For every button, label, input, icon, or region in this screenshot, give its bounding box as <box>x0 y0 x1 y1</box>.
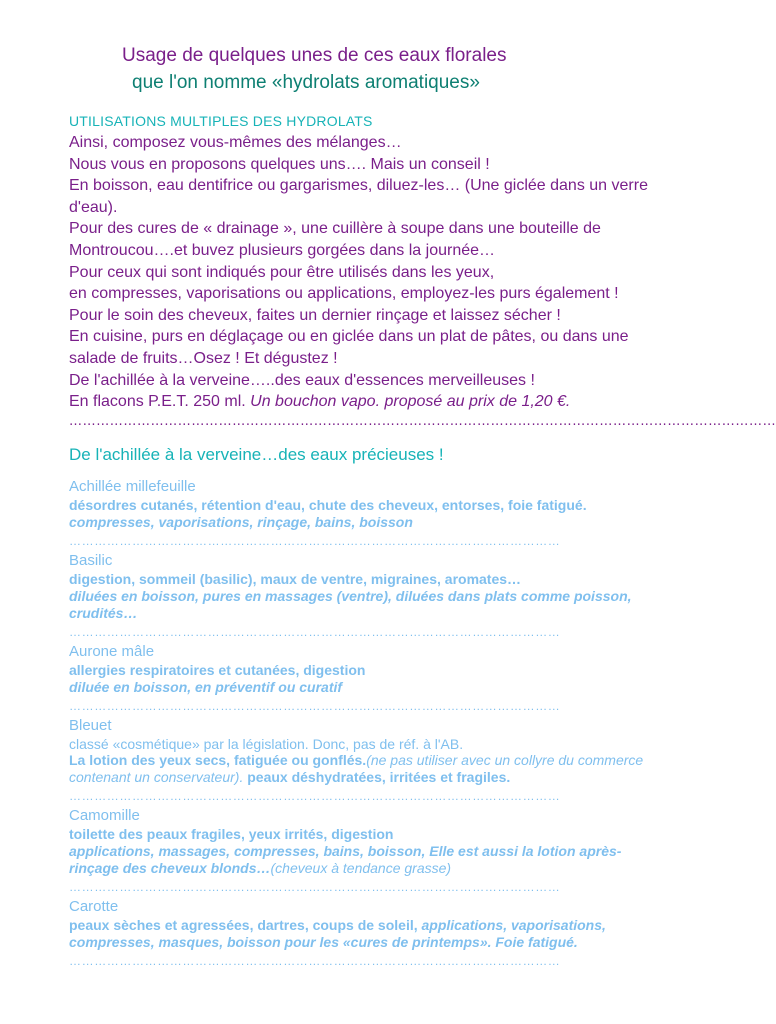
entry-usage: diluée en boisson, en préventif ou curatif <box>69 679 343 695</box>
section-title: De l'achillée à la verveine…des eaux précieuses ! <box>69 445 444 464</box>
separator-dots: ………………………………………………………………………………………………………………………………………… <box>69 414 776 429</box>
intro-paragraphs <box>69 132 679 413</box>
intro-line: en compresses, vaporisations ou applications, employez-les purs également ! <box>69 285 619 303</box>
entry-name: Aurone mâle <box>69 643 155 660</box>
separator-dots: ……………………………………………………………………………………………………… <box>69 789 561 803</box>
intro-line: En boisson, eau dentifrice ou gargarismes, diluez-les… (Une giclée dans un verre d'eau). <box>69 177 648 216</box>
intro-line: Ainsi, composez vous-mêmes des mélanges… <box>69 134 402 151</box>
list-item-bleuet <box>69 716 669 806</box>
entry-name: Basilic <box>69 552 113 569</box>
uses-heading: UTILISATIONS MULTIPLES DES HYDROLATS <box>69 113 373 129</box>
entry-indications: allergies respiratoires et cutanées, digestion <box>69 662 366 678</box>
entry-name: Bleuet <box>69 717 112 734</box>
entry-lotion: La lotion des yeux secs, fatiguée ou gonflés. <box>69 752 367 768</box>
entry-usage: compresses, vaporisations, rinçage, bains, boisson <box>69 514 413 530</box>
separator-dots: ……………………………………………………………………………………………………… <box>69 534 561 548</box>
flacons-offer: Un bouchon vapo. proposé au prix de 1,20 €. <box>250 393 571 411</box>
flacons-text: En flacons P.E.T. 250 ml. <box>69 393 251 411</box>
title-line-2: que l'on nomme «hydrolats aromatiques» <box>132 72 480 93</box>
entry-indications-text: peaux sèches et agressées, dartres, coups de soleil, <box>69 917 422 933</box>
entry-name: Carotte <box>69 898 119 915</box>
intro-line: De l'achillée à la verveine…..des eaux d'essences merveilleuses ! <box>69 371 535 389</box>
entry-note: (ne pas utiliser avec un collyre du commerce contenant un conservateur). <box>69 752 644 785</box>
list-item-carotte <box>69 897 669 971</box>
entry-usage: diluées en boisson, pures en massages (ventre), diluées dans plats comme poisson, crudités… <box>69 588 632 621</box>
hydrolat-list <box>69 477 669 971</box>
entry-name: Camomille <box>69 807 140 824</box>
entry-indications: désordres cutanés, rétention d'eau, chute des cheveux, entorses, foie fatigué. <box>69 497 587 513</box>
entry-classification: classé «cosmétique» par la législation. Donc, pas de réf. à l'AB. <box>69 736 464 752</box>
intro-line: Pour ceux qui sont indiqués pour être utilisés dans les yeux, <box>69 263 495 281</box>
entry-usage-text: applications, massages, compresses, bains, boisson, Elle est aussi la lotion après-rinçage des cheveux blonds… <box>69 843 622 876</box>
entry-name: Achillée millefeuille <box>69 478 196 495</box>
intro-line: Nous vous en proposons quelques uns…. Mais un conseil ! <box>69 155 490 173</box>
list-item-basilic <box>69 551 669 642</box>
separator-dots: ……………………………………………………………………………………………………… <box>69 880 561 894</box>
entry-note: (cheveux à tendance grasse) <box>270 860 452 876</box>
separator-dots: ……………………………………………………………………………………………………… <box>69 954 561 968</box>
title-line-1: Usage de quelques unes de ces eaux florales <box>122 45 507 66</box>
entry-indications: toilette des peaux fragiles, yeux irrités, digestion <box>69 826 394 842</box>
intro-line: Pour des cures de « drainage », une cuillère à soupe dans une bouteille de Montroucou….et buvez plusieurs gorgées dans la journée… <box>69 220 601 259</box>
list-item-achillee <box>69 477 669 551</box>
list-item-aurone <box>69 642 669 716</box>
intro-line: Pour le soin des cheveux, faites un dernier rinçage et laissez sécher ! <box>69 306 561 324</box>
entry-skin: peaux déshydratées, irritées et fragiles. <box>243 769 511 785</box>
page-title <box>122 42 506 96</box>
entry-indications: digestion, sommeil (basilic), maux de ventre, migraines, aromates… <box>69 571 522 587</box>
entry-indications <box>69 752 669 786</box>
entry-indications <box>69 917 669 951</box>
list-item-camomille <box>69 806 669 897</box>
intro-line: En cuisine, purs en déglaçage ou en giclée dans un plat de pâtes, ou dans une salade de fruits…Osez ! Et dégustez ! <box>69 328 629 367</box>
separator-dots: ……………………………………………………………………………………………………… <box>69 625 561 639</box>
entry-usage <box>69 843 669 877</box>
entry-usage: applications, vaporisations, compresses, masques, boisson pour les «cures de printemps». Foie fatigué. <box>69 917 606 950</box>
separator-dots: ……………………………………………………………………………………………………… <box>69 699 561 713</box>
flacons-line <box>69 391 679 413</box>
